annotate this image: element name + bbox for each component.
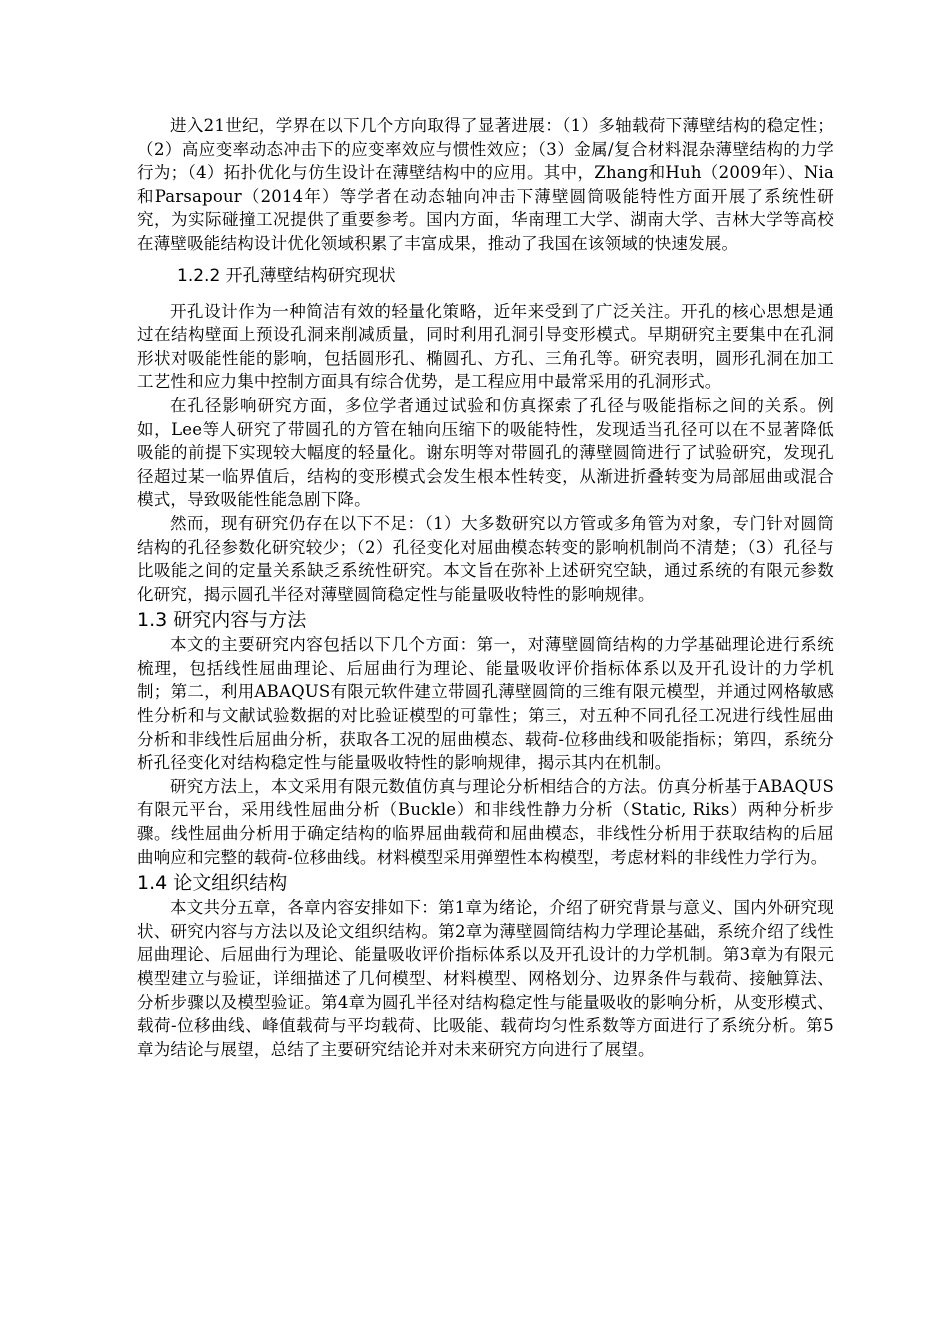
paragraph-thesis-structure: 本文共分五章，各章内容安排如下：第1章为绪论，介绍了研究背景与意义、国内外研究现状、研究内容与方法以及论文组织结构。第2章为薄壁圆筒结构力学理论基础，系统介绍了线性屈曲理论、后屈曲行为理论、能量吸收评价指标体系以及开孔设计的力学机制。第3章为有限元模型建立与验证，详细描述了几何模型、材料模型、网格划分、边界条件与载荷、接触算法、分析步骤以及模型验证。第4章为圆孔半径对结构稳定性与能量吸收的影响分析，从变形模式、载荷-位移曲线、峰值载荷与平均载荷、比吸能、载荷均匀性系数等方面进行了系统分析。第5章为结论与展望，总结了主要研究结论并对未来研究方向进行了展望。 bbox=[137, 898, 834, 1059]
heading-1-2-2: 1.2.2 开孔薄壁结构研究现状 bbox=[177, 265, 396, 286]
heading-1-3: 1.3 研究内容与方法 bbox=[137, 609, 307, 632]
paragraph-hole-diameter-research: 在孔径影响研究方面，多位学者通过试验和仿真探索了孔径与吸能指标之间的关系。例如，Lee等人研究了带圆孔的方管在轴向压缩下的吸能特性，发现适当孔径可以在不显著降低吸能的前提下实现较大幅度的轻量化。谢东明等对带圆孔的薄壁圆筒进行了试验研究，发现孔径超过某一临界值后，结构的变形模式会发生根本性转变，从渐进折叠转变为局部屈曲或混合模式，导致吸能性能急剧下降。 bbox=[137, 395, 834, 510]
paragraph-research-gaps: 然而，现有研究仍存在以下不足：（1）大多数研究以方管或多角管为对象，专门针对圆筒结构的孔径参数化研究较少；（2）孔径变化对屈曲模态转变的影响机制尚不清楚；（3）孔径与比吸能之间的定量关系缺乏系统性研究。本文旨在弥补上述研究空缺，通过系统的有限元参数化研究，揭示圆孔半径对薄壁圆筒稳定性与能量吸收特性的影响规律。 bbox=[137, 513, 834, 604]
document-page bbox=[137, 114, 834, 1061]
paragraph-research-content: 本文的主要研究内容包括以下几个方面：第一，对薄壁圆筒结构的力学基础理论进行系统梳理，包括线性屈曲理论、后屈曲行为理论、能量吸收评价指标体系以及开孔设计的力学机制；第二，利用ABAQUS有限元软件建立带圆孔薄壁圆筒的三维有限元模型，并通过网格敏感性分析和与文献试验数据的对比验证模型的可靠性；第三，对五种不同孔径工况进行线性屈曲分析和非线性后屈曲分析，获取各工况的屈曲模态、载荷-位移曲线和吸能指标；第四，系统分析孔径变化对结构稳定性与能量吸收特性的影响规律，揭示其内在机制。 bbox=[137, 635, 834, 773]
paragraph-21st-century-progress: 进入21世纪，学界在以下几个方向取得了显著进展：（1）多轴载荷下薄壁结构的稳定性；（2）高应变率动态冲击下的应变率效应与惯性效应；（3）金属/复合材料混杂薄壁结构的力学行为；（4）拓扑优化与仿生设计在薄壁结构中的应用。其中，Zhang和Huh（2009年）、Nia和Parsapour（2014年）等学者在动态轴向冲击下薄壁圆筒吸能特性方面开展了系统性研究，为实际碰撞工况提供了重要参考。国内方面，华南理工大学、湖南大学、吉林大学等高校在薄壁吸能结构设计优化领域积累了丰富成果，推动了我国在该领域的快速发展。 bbox=[137, 116, 834, 253]
paragraph-hole-design: 开孔设计作为一种简洁有效的轻量化策略，近年来受到了广泛关注。开孔的核心思想是通过在结构壁面上预设孔洞来削减质量，同时利用孔洞引导变形模式。早期研究主要集中在孔洞形状对吸能性能的影响，包括圆形孔、椭圆孔、方孔、三角孔等。研究表明，圆形孔洞在加工工艺性和应力集中控制方面具有综合优势，是工程应用中最常采用的孔洞形式。 bbox=[137, 301, 834, 392]
paragraph-research-method: 研究方法上，本文采用有限元数值仿真与理论分析相结合的方法。仿真分析基于ABAQUS有限元平台，采用线性屈曲分析（Buckle）和非线性静力分析（Static, Riks）两种分析步骤。线性屈曲分析用于确定结构的临界屈曲载荷和屈曲模态，非线性分析用于获取结构的后屈曲响应和完整的载荷-位移曲线。材料模型采用弹塑性本构模型，考虑材料的非线性力学行为。 bbox=[137, 776, 834, 867]
heading-1-4: 1.4 论文组织结构 bbox=[137, 872, 288, 895]
